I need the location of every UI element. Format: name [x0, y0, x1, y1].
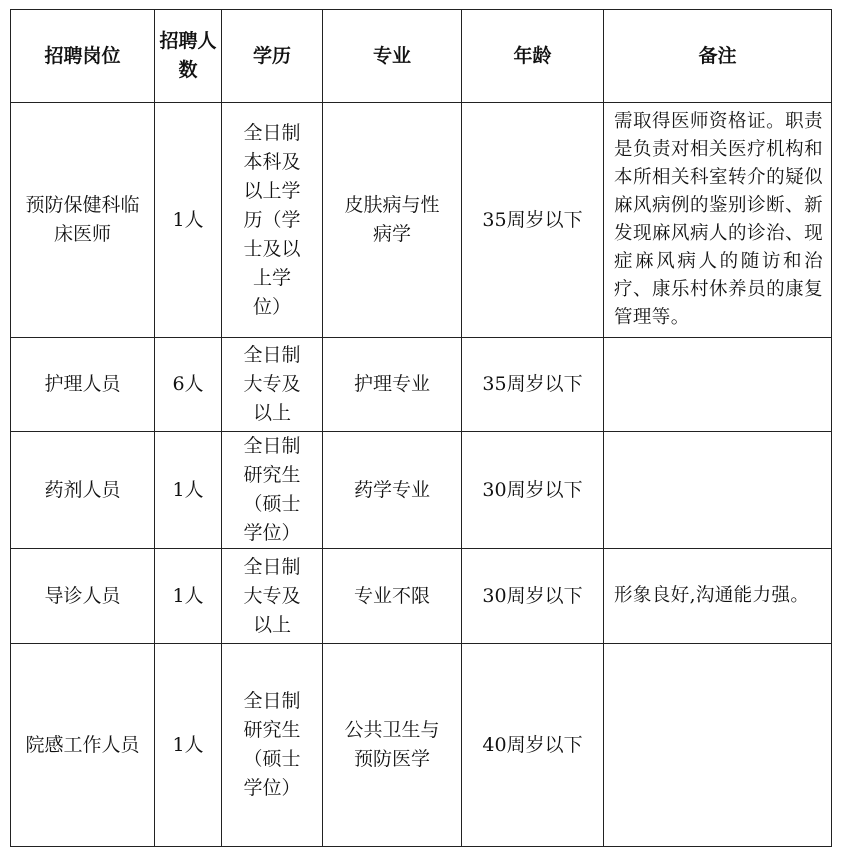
header-major: 专业 [323, 10, 462, 103]
cell-count: 1人 [155, 644, 222, 847]
table-row [11, 644, 832, 847]
cell-education-text: 全日制研究生（硕士学位） [243, 690, 301, 799]
cell-education [222, 103, 323, 338]
cell-major [323, 644, 462, 847]
cell-position [11, 103, 155, 338]
cell-age: 35周岁以下 [462, 338, 604, 432]
cell-education [222, 644, 323, 847]
cell-education [222, 549, 323, 644]
cell-notes: 形象良好,沟通能力强。 [604, 549, 832, 644]
cell-count: 6人 [155, 338, 222, 432]
cell-major: 药学专业 [323, 432, 462, 549]
table-header-row [11, 10, 832, 103]
cell-notes [604, 644, 832, 847]
cell-count: 1人 [155, 549, 222, 644]
table-row [11, 338, 832, 432]
cell-age: 30周岁以下 [462, 549, 604, 644]
cell-notes: 需取得医师资格证。职责是负责对相关医疗机构和本所相关科室转介的疑似麻风病例的鉴别诊断、新发现麻风病人的诊治、现症麻风病人的随访和治疗、康乐村休养员的康复管理等。 [604, 103, 832, 338]
cell-education-text: 全日制研究生（硕士学位） [243, 435, 301, 544]
cell-major: 护理专业 [323, 338, 462, 432]
cell-position: 护理人员 [11, 338, 155, 432]
cell-age: 35周岁以下 [462, 103, 604, 338]
table-row [11, 549, 832, 644]
header-education: 学历 [222, 10, 323, 103]
cell-major: 专业不限 [323, 549, 462, 644]
cell-notes [604, 338, 832, 432]
cell-position: 药剂人员 [11, 432, 155, 549]
cell-education-text: 全日制大专及以上 [243, 344, 301, 424]
cell-major-text: 皮肤病与性病学 [344, 194, 440, 245]
cell-major [323, 103, 462, 338]
header-notes: 备注 [604, 10, 832, 103]
cell-age: 30周岁以下 [462, 432, 604, 549]
cell-education [222, 432, 323, 549]
cell-education-text: 全日制本科及以上学历（学士及以上学位） [243, 121, 301, 318]
cell-major-text: 公共卫生与预防医学 [344, 719, 440, 770]
header-position: 招聘岗位 [11, 10, 155, 103]
header-age: 年龄 [462, 10, 604, 103]
cell-age: 40周岁以下 [462, 644, 604, 847]
cell-notes [604, 432, 832, 549]
cell-education-text: 全日制大专及以上 [243, 555, 301, 636]
header-count [155, 10, 222, 103]
table-row [11, 103, 832, 338]
cell-education [222, 338, 323, 432]
cell-count: 1人 [155, 103, 222, 338]
cell-position: 院感工作人员 [11, 644, 155, 847]
table-row [11, 432, 832, 549]
header-count-text: 招聘人数 [159, 30, 217, 81]
cell-position: 导诊人员 [11, 549, 155, 644]
cell-position-text: 预防保健科临床医师 [25, 194, 140, 245]
recruitment-table [10, 9, 832, 847]
cell-count: 1人 [155, 432, 222, 549]
